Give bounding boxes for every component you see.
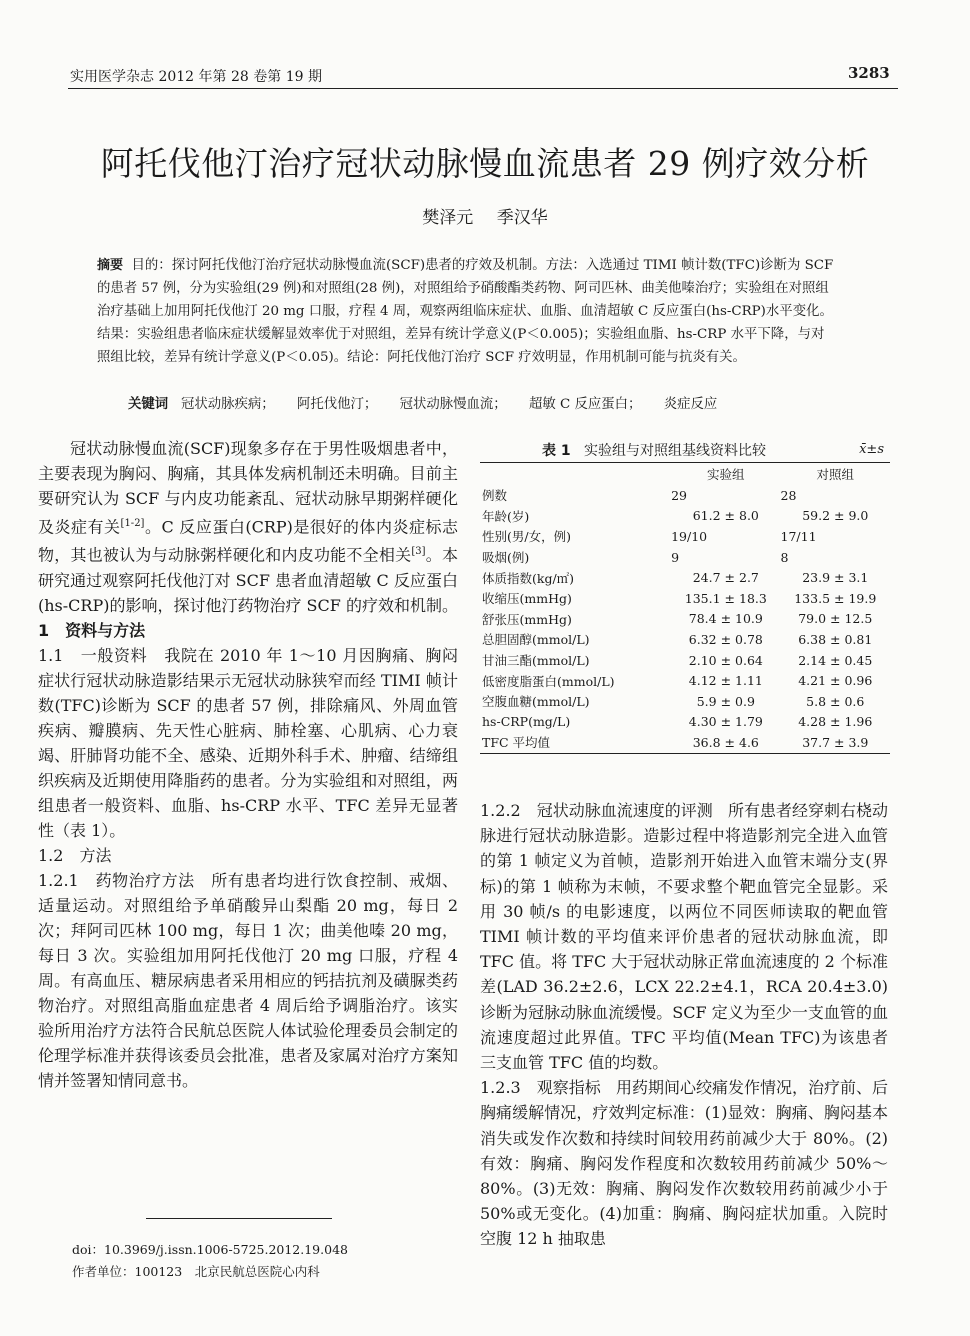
- table-row: [480, 526, 890, 547]
- section-heading: 1 资料与方法: [38, 620, 146, 640]
- table-row: [480, 712, 890, 733]
- abstract-text: 目的：探讨阿托伐他汀治疗冠状动脉慢血流(SCF)患者的疗效及机制。方法：入选通过 TIMI 帧计数(TFC)诊断为 SCF 的患者 57 例，分为实验组(29 例)和对照组(28 例)，对照组给予硝酸酯类药物、阿司匹林、曲美他嗪治疗；实验组在对照组治疗基础上加用阿托伐他汀 20 mg 口服，疗程 4 周，观察两组临床症状、血脂、血清超敏 C 反应蛋白(hs-CRP)水平变化。结果：实验组患者临床症状缓解显效率优于对照组，差异有统计学意义(P＜0.005)；实验组血脂、hs-CRP 水平下降，与对照组比较，差异有统计学意义(P＜0.05)。结论：阿托伐他汀治疗 SCF 疗效明显，作用机制可能与抗炎有关。: [97, 258, 834, 365]
- table-cell: 4.12 ± 1.11: [688, 673, 763, 689]
- keyword: 超敏 C 反应蛋白；: [528, 397, 642, 412]
- table-cell: 59.2 ± 9.0: [802, 508, 869, 524]
- table-cell: 79.0 ± 12.5: [798, 611, 873, 627]
- table-row: [480, 629, 890, 650]
- table-cell: 78.4 ± 10.9: [688, 611, 763, 627]
- doi: doi：10.3969/j.issn.1006-5725.2012.19.048: [72, 1242, 348, 1257]
- table-row: [480, 547, 890, 568]
- footnote-rule: [146, 1218, 332, 1219]
- table-cell: 4.21 ± 0.96: [798, 673, 873, 689]
- row-label: hs-CRP(mg/L): [482, 714, 571, 730]
- table-cell: 17/11: [780, 528, 817, 544]
- page-number: 3283: [848, 64, 890, 82]
- table-row: [480, 485, 890, 506]
- table-caption: 表 1 实验组与对照组基线资料比较 x̄±s: [542, 442, 884, 459]
- table-cell: 61.2 ± 8.0: [692, 508, 759, 524]
- row-label: 甘油三酯(mmol/L): [482, 653, 590, 669]
- table-cell: 135.1 ± 18.3: [684, 590, 767, 606]
- row-label: 低密度脂蛋白(mmol/L): [482, 673, 615, 689]
- paragraph-1-1: 1.1 一般资料 我院在 2010 年 1～10 月因胸痛、胸闷症状行冠状动脉造影结果示无冠状动脉狭窄而经 TIMI 帧计数(TFC)诊断为 SCF 的患者 57 例，排除痛风、外周血管疾病、瓣膜病、先天性心脏病、肺栓塞、心肌病、心力衰竭、肝肺肾功能不全、感染、近期外科手术、肿瘤、结缔组织疾病及近期使用降脂药的患者。分为实验组和对照组，两组患者一般资料、血脂、hs-CRP 水平、TFC 差异无显著性（表 1）。: [38, 645, 458, 840]
- table-header: 对照组: [781, 463, 890, 486]
- row-label: 舒张压(mmHg): [482, 611, 572, 627]
- table-1: [480, 438, 890, 754]
- row-label: 年龄(岁): [482, 508, 530, 524]
- body-left-column: [38, 436, 458, 1093]
- subsection-heading: 1.2.3 观察指标: [480, 1078, 601, 1098]
- keywords: [128, 393, 828, 412]
- row-label: 收缩压(mmHg): [482, 591, 572, 607]
- table-cell: 2.14 ± 0.45: [798, 652, 873, 668]
- running-head: 实用医学杂志 2012 年第 28 卷第 19 期: [70, 69, 322, 85]
- table-cell: 28: [780, 487, 797, 503]
- subsection-heading: 1.2.1 药物治疗方法: [38, 870, 195, 890]
- citation: [3]: [411, 546, 426, 558]
- table-cell: 6.32 ± 0.78: [688, 631, 763, 647]
- abstract: [97, 254, 837, 369]
- table-cell: 4.30 ± 1.79: [688, 714, 763, 730]
- table-cell: 133.5 ± 19.9: [794, 590, 877, 606]
- abstract-label: 摘要: [97, 258, 124, 273]
- table-row: [480, 609, 890, 630]
- article-authors: 樊泽元 季汉华: [422, 208, 548, 228]
- header-rule: [68, 88, 898, 89]
- table-cell: 5.9 ± 0.9: [696, 693, 755, 709]
- intro-paragraph: 冠状动脉慢血流(SCF)现象多存在于男性吸烟患者中，主要表现为胸闷、胸痛，其具体发病机制还未明确。目前主要研究认为 SCF 与内皮功能紊乱、冠状动脉早期粥样硬化及炎症有关[1-2]。C 反应蛋白(CRP)是很好的体内炎症标志物，其也被认为与动脉粥样硬化和内皮功能不全相关[3]。本研究通过观察阿托伐他汀对 SCF 患者血清超敏 C 反应蛋白(hs-CRP)的影响，探讨他汀药物治疗 SCF 的疗效和机制。: [38, 439, 458, 615]
- affiliation: 作者单位：100123 北京民航总医院心内科: [72, 1264, 320, 1279]
- table-cell: 4.28 ± 1.96: [798, 714, 873, 730]
- table-row: [480, 670, 890, 691]
- paragraph-1-2-3: 1.2.3 观察指标 用药期间心绞痛发作情况，治疗前、后胸痛缓解情况，疗效判定标准：(1)显效：胸痛、胸闷基本消失或发作次数和持续时间较用药前减少大于 80%。(2)有效：胸痛、胸闷发作程度和次数较用药前减少 50%～80%。(3)无效：胸痛、胸闷发作次数较用药前减少小于 50%或无变化。(4)加重：胸痛、胸闷症状加重。入院时空腹 12 h 抽取患: [480, 1078, 888, 1249]
- table-row: [480, 506, 890, 527]
- table-header: 实验组: [671, 463, 780, 486]
- table-cell: 19/10: [671, 528, 708, 544]
- table-row: [480, 650, 890, 671]
- table-cell: 5.8 ± 0.6: [806, 693, 865, 709]
- row-label: 总胆固醇(mmol/L): [482, 632, 590, 648]
- table-cell: 9: [671, 549, 680, 565]
- footnote: [72, 1239, 472, 1283]
- table-row: [480, 588, 890, 609]
- table-cell: 2.10 ± 0.64: [688, 652, 763, 668]
- table-cell: 24.7 ± 2.7: [692, 570, 759, 586]
- table-cell: 23.9 ± 3.1: [802, 570, 869, 586]
- row-label: 吸烟(例): [482, 550, 530, 566]
- subsection-heading: 1.1 一般资料: [38, 645, 148, 665]
- body-right-column: [480, 798, 888, 1252]
- table-cell: 36.8 ± 4.6: [671, 732, 780, 753]
- table-cell: 8: [780, 549, 789, 565]
- row-label: 性别(男/女，例): [482, 529, 571, 545]
- keywords-label: 关键词: [128, 397, 169, 412]
- subsection-heading: 1.2 方法: [38, 845, 112, 865]
- table-cell: 37.7 ± 3.9: [781, 732, 890, 753]
- keyword: 炎症反应: [663, 397, 718, 412]
- row-label: TFC 平均值: [480, 732, 671, 753]
- table-cell: 29: [671, 487, 687, 503]
- keyword: 阿托伐他汀；: [296, 397, 378, 412]
- table-row: [480, 567, 890, 588]
- paragraph-1-2-2: 1.2.2 冠状动脉血流速度的评测 所有患者经穿刺右桡动脉进行冠状动脉造影。造影过程中将造影剂完全进入血管的第 1 帧定义为首帧，造影剂开始进入血管末端分支(界标)的第 1 帧称为末帧，不要求整个靶血管完全显影。采用 30 帧/s 的电影速度，以两位不同医师读取的靶血管 TIMI 帧计数的平均值来评价患者的冠状动脉血流，即 TFC 值。将 TFC 大于冠状动脉正常血流速度的 2 个标准差(LAD 36.2±2.6，LCX 22.2±4.1，RCA 20.4±3.0)诊断为冠脉动脉血流缓慢。SCF 定义为至少一支血管的血流速度超过此界值。TFC 平均值(Mean TFC)为该患者三支血管 TFC 值的均数。: [480, 801, 888, 1073]
- paragraph-1-2-1: 1.2.1 药物治疗方法 所有患者均进行饮食控制、戒烟、适量运动。对照组给予单硝酸异山梨酯 20 mg，每日 2 次；拜阿司匹林 100 mg，每日 1 次；曲美他嗪 20 mg，每日 3 次。实验组加用阿托伐他汀 20 mg 口服，疗程 4 周。有高血压、糖尿病患者采用相应的钙拮抗剂及磺脲类药物治疗。对照组高脂血症患者 4 周后给予调脂治疗。该实验所用治疗方法符合民航总医院人体试验伦理委员会制定的伦理学标准并获得该委员会批准，患者及家属对治疗方案知情并签署知情同意书。: [38, 870, 458, 1090]
- table-cell: 6.38 ± 0.81: [798, 631, 873, 647]
- table-row: [480, 691, 890, 712]
- row-label: 空腹血糖(mmol/L): [482, 694, 590, 710]
- article-title: 阿托伐他汀治疗冠状动脉慢血流患者 29 例疗效分析: [100, 144, 870, 183]
- keyword: 冠状动脉慢血流；: [399, 397, 507, 412]
- row-label: 例数: [482, 488, 508, 504]
- row-label: 体质指数(kg/㎡): [482, 570, 575, 586]
- table-row: [480, 732, 890, 753]
- table-header-blank: [480, 463, 671, 486]
- baseline-table: [480, 462, 890, 754]
- citation: [1-2]: [120, 518, 145, 529]
- keyword: 冠状动脉疾病；: [180, 397, 275, 412]
- table-stat-note: x̄±s: [859, 442, 884, 457]
- subsection-heading: 1.2.2 冠状动脉血流速度的评测: [480, 801, 713, 820]
